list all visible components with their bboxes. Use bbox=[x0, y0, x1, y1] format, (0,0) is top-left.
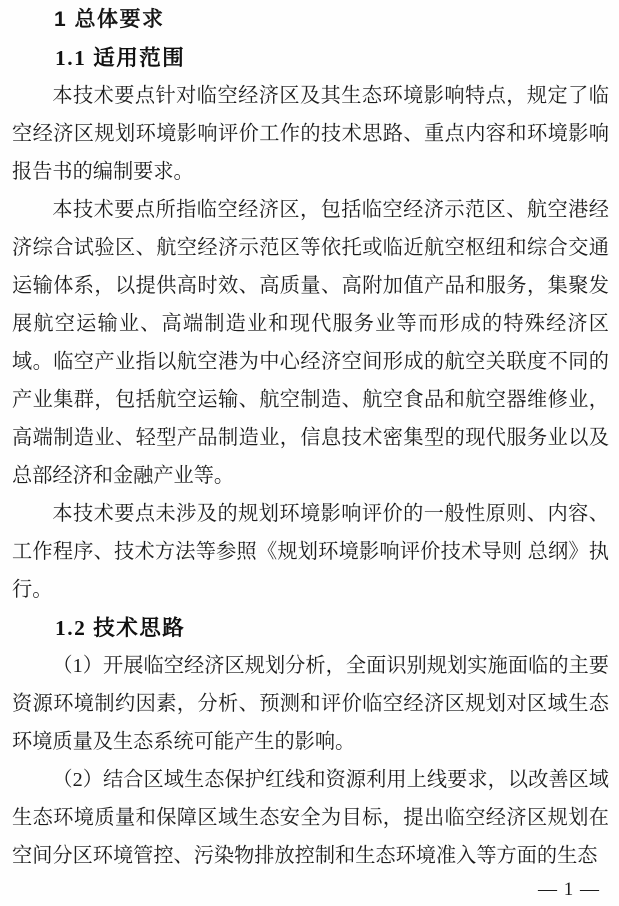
document-body bbox=[12, 1, 609, 875]
paragraph: （2）结合区域生态保护红线和资源利用上线要求，以改善区域生态环境质量和保障区域生态安全为目标，提出临空经济区规划在空间分区环境管控、污染物排放控制和生态环境准入等方面的生态 bbox=[12, 769, 609, 867]
paragraph: 本技术要点未涉及的规划环境影响评价的一般性原则、内容、工作程序、技术方法等参照《规划环境影响评价技术导则 总纲》执行。 bbox=[12, 503, 609, 601]
section-heading: 1 总体要求 bbox=[54, 8, 165, 31]
page-number: — 1 — bbox=[538, 879, 600, 900]
paragraph: 本技术要点针对临空经济区及其生态环境影响特点，规定了临空经济区规划环境影响评价工作的技术思路、重点内容和环境影响报告书的编制要求。 bbox=[12, 85, 609, 183]
paragraph: （1）开展临空经济区规划分析，全面识别规划实施面临的主要资源环境制约因素，分析、预测和评价临空经济区规划对区域生态环境质量及生态系统可能产生的影响。 bbox=[12, 655, 609, 753]
section-heading: 1.1 适用范围 bbox=[55, 46, 186, 70]
paragraph: 本技术要点所指临空经济区，包括临空经济示范区、航空港经济综合试验区、航空经济示范区等依托或临近航空枢纽和综合交通运输体系，以提供高时效、高质量、高附加值产品和服务，集聚发展航空运输业、高端制造业和现代服务业等而形成的特殊经济区域。临空产业指以航空港为中心经济空间形成的航空关联度不同的产业集群，包括航空运输、航空制造、航空食品和航空器维修业，高端制造业、轻型产品制造业，信息技术密集型的现代服务业以及总部经济和金融产业等。 bbox=[12, 199, 609, 487]
section-heading: 1.2 技术思路 bbox=[55, 616, 186, 640]
